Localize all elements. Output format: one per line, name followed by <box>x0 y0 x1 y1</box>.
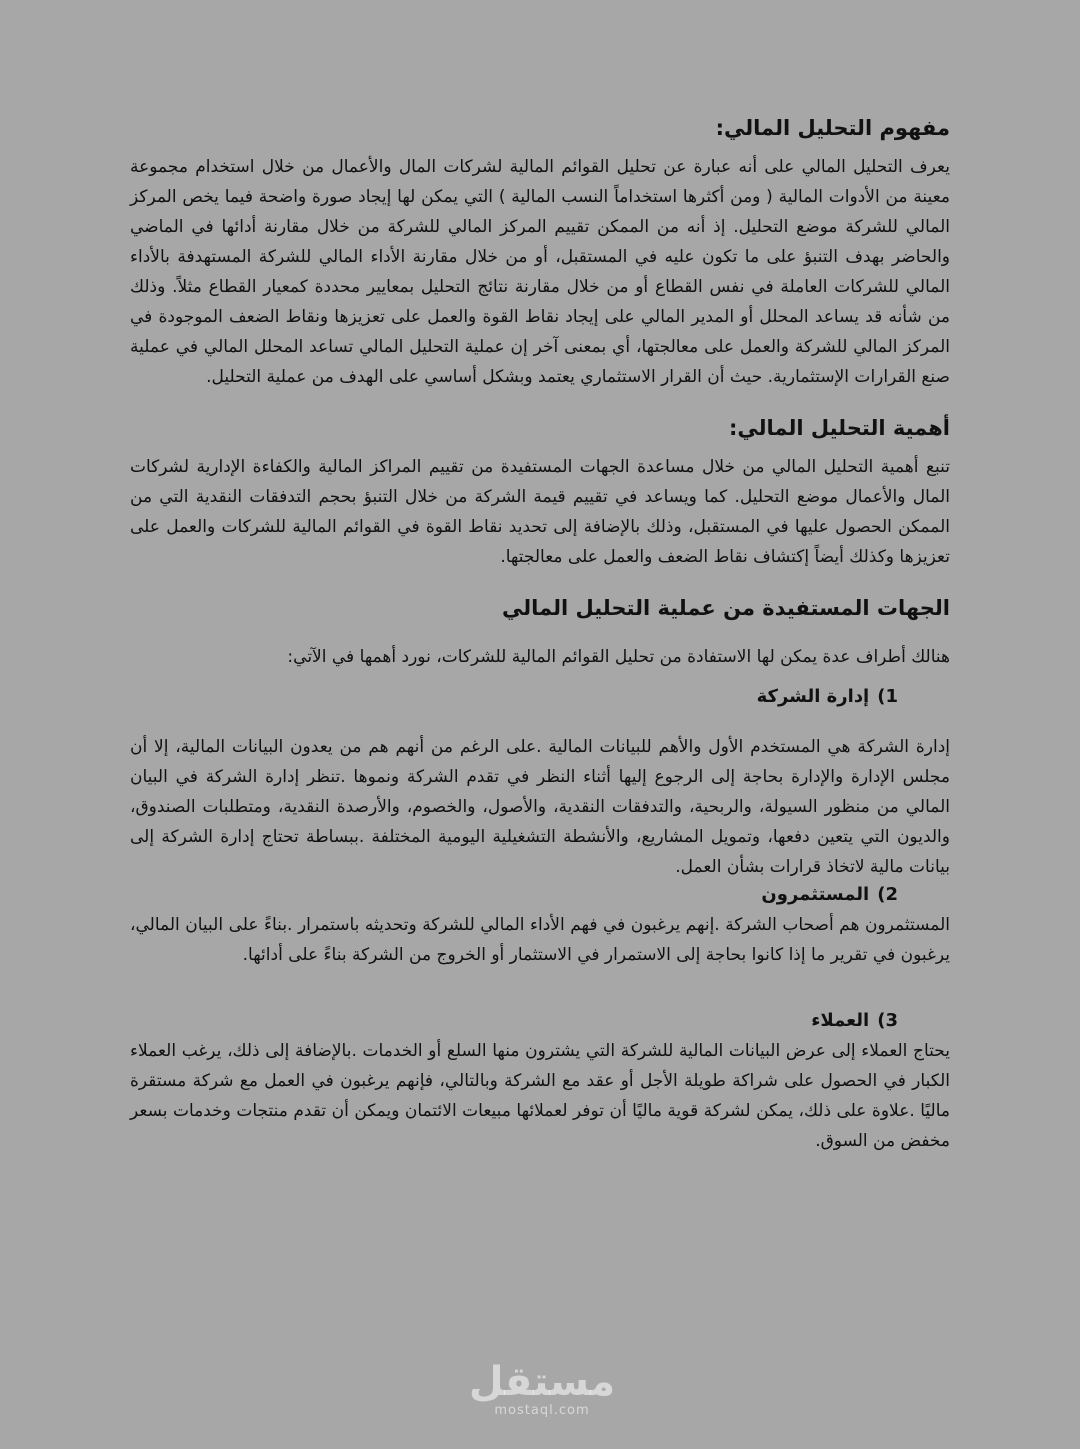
section-heading-beneficiaries: الجهات المستفيدة من عملية التحليل المالي <box>501 596 950 620</box>
watermark-url: mostaql.com <box>494 1403 590 1418</box>
list-item-number: 2) <box>877 884 898 905</box>
list-item-title: إدارة الشركة <box>756 686 870 707</box>
section-heading-importance: أهمية التحليل المالي: <box>728 416 950 440</box>
list-item-heading <box>130 880 950 910</box>
list-item-title: المستثمرون <box>761 884 870 905</box>
document-content <box>130 108 950 1156</box>
watermark-logo-text: مستقل <box>468 1359 616 1405</box>
list-item-number: 1) <box>877 686 898 707</box>
list-item-body: المستثمرون هم أصحاب الشركة .إنهم يرغبون في فهم الأداء المالي للشركة وتحديثه باستمرار .بناءً على البيان المالي، يرغبون في تقرير ما إذا كانوا بحاجة إلى الاستمرار في الاستثمار أو الخروج من الشركة بناءً على أدائها. <box>130 915 950 965</box>
list-item-body: إدارة الشركة هي المستخدم الأول والأهم للبيانات المالية .على الرغم من أنهم هم من يعدون البيانات المالية، إلا أن مجلس الإدارة والإدارة بحاجة إلى الرجوع إليها أثناء النظر في تقدم الشركة ونموها .تنظر إدارة الشركة في البيان المالي من منظور السيولة، والربحية، والتدفقات النقدية، والأصول، والخصوم، والأرصدة النقدية، ومتطلبات الصندوق، والديون التي يتعين دفعها، وتمويل المشاريع، والأنشطة التشغيلية اليومية المختلفة .ببساطة تحتاج إدارة الشركة إلى بيانات مالية لاتخاذ قرارات بشأن العمل. <box>130 737 950 877</box>
paragraph-importance: تنبع أهمية التحليل المالي من خلال مساعدة الجهات المستفيدة من تقييم المراكز المالية والكفاءة الإدارية لشركات المال والأعمال موضع التحليل. كما ويساعد في تقييم قيمة الشركة من خلال التنبؤ بحجم التدفقات النقدية التي من الممكن الحصول عليها في المستقبل، وذلك بالإضافة إلى تحديد نقاط القوة في القوائم المالية للشركات والعمل على تعزيزها وكذلك أيضاً إكتشاف نقاط الضعف والعمل على معالجتها. <box>130 457 950 567</box>
watermark-logo <box>462 1360 622 1418</box>
section-importance <box>130 408 950 572</box>
section-heading-concept: مفهوم التحليل المالي: <box>715 116 950 140</box>
beneficiaries-intro: هنالك أطراف عدة يمكن لها الاستفادة من تحليل القوائم المالية للشركات، نورد أهمها في الآتي: <box>287 647 950 667</box>
list-item-heading <box>130 1006 950 1036</box>
section-concept <box>130 108 950 392</box>
paragraph-concept: يعرف التحليل المالي على أنه عبارة عن تحليل القوائم المالية لشركات المال والأعمال من خلال استخدام مجموعة معينة من الأدوات المالية ( ومن أكثرها استخداماً النسب المالية ) التي يمكن لها إيجاد صورة واضحة فيما يخص المركز المالي للشركة موضع التحليل. إذ أنه من الممكن تقييم المركز المالي للشركة من خلال مقارنة أدائها في الماضي والحاضر بهدف التنبؤ على ما تكون عليه في المستقبل، أو من خلال مقارنة الأداء المالي للشركة المستهدفة بالأداء المالي للشركات العاملة في نفس القطاع أو من خلال مقارنة نتائج التحليل بمعايير محددة كمعيار القطاع مثلاً. وذلك من شأنه قد يساعد المحلل أو المدير المالي على إيجاد نقاط القوة والعمل على تعزيزها ونقاط الضعف الموجودة في المركز المالي للشركة والعمل على معالجتها، أي بمعنى آخر إن عملية التحليل المالي تساعد المحلل المالي في عملية صنع القرارات الإستثمارية. حيث أن القرار الاستثماري يعتمد وبشكل أساسي على الهدف من عملية التحليل. <box>130 157 950 387</box>
list-item-number: 3) <box>877 1010 898 1031</box>
section-beneficiaries <box>130 588 950 1156</box>
list-item-body: يحتاج العملاء إلى عرض البيانات المالية للشركة التي يشترون منها السلع أو الخدمات .بالإضافة إلى ذلك، يرغب العملاء الكبار في الحصول على شراكة طويلة الأجل أو عقد مع الشركة وبالتالي، فإنهم يرغبون في العمل مع شركة مستقرة ماليًا .علاوة على ذلك، يمكن لشركة قوية ماليًا أن توفر لعملائها مبيعات الائتمان ويمكن أن تقدم منتجات وخدمات بسعر مخفض من السوق. <box>130 1041 950 1151</box>
list-item-heading <box>130 682 950 712</box>
list-item-title: العملاء <box>811 1010 870 1031</box>
